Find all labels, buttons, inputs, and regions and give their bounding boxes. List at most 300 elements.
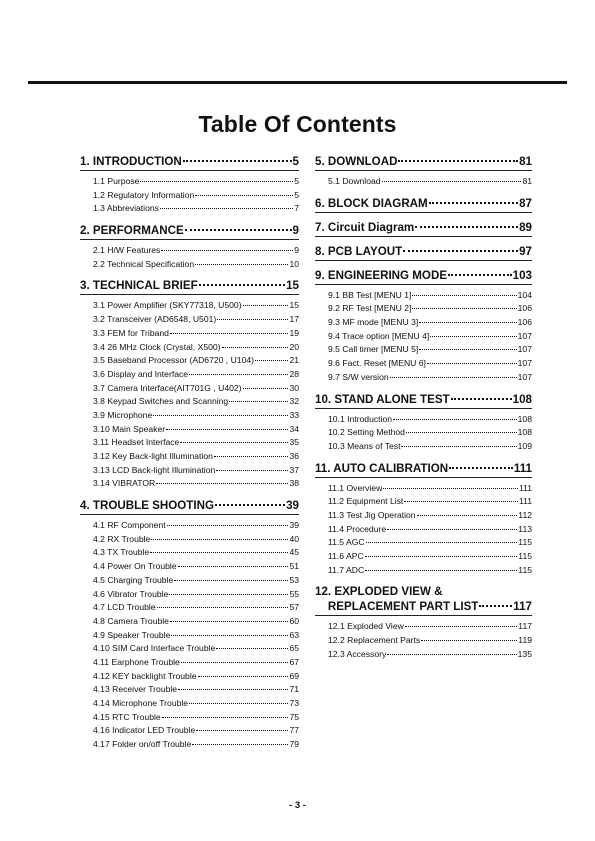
entry-label: 4.3 TX Trouble: [93, 547, 150, 558]
toc-entry[interactable]: [80, 354, 299, 368]
toc-entry[interactable]: [315, 536, 532, 550]
section-title: 1. INTRODUCTION: [80, 155, 182, 168]
toc-entry[interactable]: [80, 670, 299, 684]
section-page-number: 81: [519, 155, 532, 168]
entry-label: 3.12 Key Back-light Illumination: [93, 451, 213, 461]
dot-leader: [217, 319, 288, 320]
toc-entry[interactable]: [80, 588, 299, 602]
dot-leader: [382, 181, 522, 182]
entry-label: 10.2 Setting Method: [328, 427, 405, 438]
section-heading[interactable]: [80, 498, 299, 513]
entry-label: 9.5 Call timer [MENU 5]: [328, 344, 419, 355]
toc-entry[interactable]: [80, 202, 299, 216]
toc-entry[interactable]: [80, 258, 299, 272]
dot-leader: [167, 525, 289, 526]
entry-label: 1.3 Abbreviations: [93, 203, 159, 214]
section-heading[interactable]: [315, 268, 532, 283]
toc-section: [315, 392, 532, 454]
entry-page-number: 5: [294, 176, 299, 186]
toc-entry[interactable]: [80, 409, 299, 423]
dot-leader: [189, 374, 288, 375]
dot-leader: [180, 442, 288, 443]
entry-label: 3.8 Keypad Switches and Scanning: [93, 396, 229, 407]
toc-entry[interactable]: [315, 495, 532, 509]
section-title: 3. TECHNICAL BRIEF: [80, 279, 198, 293]
entry-label: 3.7 Camera Interface(AIT701G , U402): [93, 382, 242, 393]
entry-page-number: 109: [517, 440, 532, 451]
entry-label: 4.1 RF Component: [93, 520, 166, 531]
dot-leader: [229, 401, 288, 402]
toc-section: [315, 244, 532, 261]
dot-leader: [398, 160, 518, 162]
entry-page-number: 115: [518, 537, 532, 548]
entry-label: 12.2 Replacement Parts: [328, 635, 421, 646]
entry-label: 3.6 Display and Interface: [93, 368, 189, 379]
dot-leader: [178, 566, 289, 567]
dot-leader: [479, 605, 512, 607]
entry-page-number: 40: [289, 533, 299, 544]
toc-entry[interactable]: [315, 564, 532, 578]
toc-entry[interactable]: [315, 289, 532, 303]
section-underline: [315, 260, 532, 261]
section-heading[interactable]: 12. EXPLODED VIEW &: [315, 585, 443, 599]
toc-entry[interactable]: [80, 574, 299, 588]
entry-label: 4.11 Earphone Trouble: [93, 656, 180, 667]
entry-page-number: 106: [517, 317, 532, 328]
dot-leader: [393, 419, 517, 420]
dot-leader: [178, 689, 288, 690]
section-page-number: 103: [512, 268, 532, 282]
entry-page-number: 65: [289, 643, 299, 654]
toc-entry[interactable]: [315, 426, 532, 440]
entry-page-number: 73: [289, 698, 299, 708]
dot-leader: [185, 229, 292, 231]
entry-page-number: 135: [517, 648, 532, 659]
toc-entry[interactable]: [80, 436, 299, 450]
section-underline: [80, 239, 299, 240]
entry-label: 11.7 ADC: [328, 564, 365, 575]
entry-page-number: 77: [289, 725, 299, 736]
entry-label: 4.12 KEY backlight Trouble: [93, 670, 197, 681]
dot-leader: [403, 250, 518, 252]
entry-page-number: 75: [289, 711, 299, 722]
entry-label: 10.3 Means of Test: [328, 440, 401, 451]
dot-leader: [196, 730, 288, 731]
entry-label: 2.1 H/W Features: [93, 245, 161, 256]
toc-entry[interactable]: [80, 629, 299, 643]
section-page-number: 5: [292, 155, 299, 168]
section-heading[interactable]: [315, 196, 532, 211]
section-title: REPLACEMENT PART LIST: [315, 600, 479, 614]
entry-page-number: 32: [289, 396, 299, 407]
section-page-number: 39: [286, 499, 299, 513]
entry-label: 1.1 Purpose: [93, 176, 140, 186]
toc-entry[interactable]: [315, 413, 532, 427]
entry-label: 11.6 APC: [328, 551, 364, 561]
toc-entry[interactable]: [80, 313, 299, 327]
entry-page-number: 111: [518, 496, 532, 507]
dot-leader: [170, 621, 288, 622]
entry-label: 11.3 Test Jig Operation: [328, 509, 416, 520]
dot-leader: [451, 398, 512, 400]
dot-leader: [427, 363, 517, 364]
toc-left-column: [80, 154, 299, 759]
toc-entry[interactable]: [315, 509, 532, 523]
dot-leader: [383, 488, 518, 489]
dot-leader: [412, 308, 516, 309]
dot-leader: [166, 429, 288, 430]
toc-entry[interactable]: [80, 395, 299, 409]
dot-leader: [198, 676, 289, 677]
entry-page-number: 107: [517, 358, 532, 369]
toc-entry[interactable]: [80, 601, 299, 615]
section-page-number: 87: [519, 196, 532, 210]
entry-label: 11.2 Equipment List: [328, 496, 404, 507]
dot-leader: [415, 226, 518, 228]
dot-leader: [222, 347, 289, 348]
entry-page-number: 55: [289, 588, 299, 599]
dot-leader: [214, 456, 289, 457]
section-page-number: 97: [519, 244, 532, 258]
dot-leader: [390, 377, 517, 378]
entry-label: 3.4 26 MHz Clock (Crystal, X500): [93, 341, 221, 352]
entry-label: 4.13 Receiver Trouble: [93, 684, 178, 695]
entry-page-number: 111: [518, 482, 532, 493]
section-underline: [80, 170, 299, 171]
toc-entry[interactable]: [80, 738, 299, 752]
toc-entry[interactable]: [315, 523, 532, 537]
entry-label: 4.9 Speaker Trouble: [93, 629, 171, 640]
entry-page-number: 60: [289, 615, 299, 626]
entry-page-number: 108: [517, 413, 532, 424]
entry-label: 11.5 AGC: [328, 537, 365, 548]
entry-label: 3.14 VIBRATOR: [93, 478, 156, 489]
section-underline: [315, 236, 532, 237]
dot-leader: [430, 336, 516, 337]
toc-entry[interactable]: [315, 357, 532, 371]
entry-page-number: 107: [517, 344, 532, 355]
entry-label: 9.4 Trace option [MENU 4]: [328, 330, 430, 341]
toc-entry[interactable]: [315, 550, 532, 564]
entry-label: 4.6 Vibrator Trouble: [93, 588, 169, 599]
dot-leader: [401, 446, 516, 447]
dot-leader: [405, 626, 517, 627]
entry-page-number: 39: [289, 520, 299, 531]
dot-leader: [417, 515, 518, 516]
dot-leader: [140, 181, 293, 182]
toc-entry[interactable]: [80, 683, 299, 697]
toc-entry[interactable]: [80, 341, 299, 355]
dot-leader: [161, 250, 293, 251]
entry-label: 3.5 Baseband Processor (AD6720 , U104): [93, 355, 254, 366]
entry-page-number: 38: [289, 478, 299, 489]
dot-leader: [429, 202, 518, 204]
toc-section: [315, 196, 532, 213]
toc-section: [315, 461, 532, 578]
entry-page-number: 119: [518, 635, 532, 646]
page-number: - 3 -: [289, 800, 306, 811]
dot-leader: [199, 284, 285, 286]
toc-entry[interactable]: [80, 546, 299, 560]
dot-leader: [419, 349, 516, 350]
entry-page-number: 17: [289, 314, 299, 325]
dot-leader: [181, 662, 289, 663]
toc-entry[interactable]: [315, 302, 532, 316]
entry-page-number: 45: [289, 547, 299, 558]
toc-entry[interactable]: [80, 711, 299, 725]
toc-entry[interactable]: [80, 382, 299, 396]
dot-leader: [387, 654, 516, 655]
entry-page-number: 63: [289, 629, 299, 640]
entry-page-number: 30: [289, 382, 299, 393]
dot-leader: [215, 504, 285, 506]
section-heading[interactable]: [315, 461, 532, 476]
entry-label: 4.8 Camera Trouble: [93, 615, 169, 626]
entry-label: 4.17 Folder on/off Trouble: [93, 739, 192, 750]
dot-leader: [421, 640, 517, 641]
entry-label: 3.11 Headset Interface: [93, 437, 180, 448]
toc-section: [315, 584, 532, 661]
dot-leader: [151, 539, 288, 540]
entry-page-number: 51: [289, 561, 299, 572]
toc-entry[interactable]: [315, 330, 532, 344]
toc-entry[interactable]: [80, 299, 299, 313]
dot-leader: [419, 322, 516, 323]
section-title: 9. ENGINEERING MODE: [315, 268, 448, 282]
entry-label: 3.10 Main Speaker: [93, 423, 166, 434]
dot-leader: [171, 635, 288, 636]
entry-label: 2.2 Technical Specification: [93, 258, 195, 269]
toc-entry[interactable]: [315, 371, 532, 385]
entry-page-number: 21: [289, 355, 299, 366]
toc-entry[interactable]: [80, 560, 299, 574]
dot-leader: [153, 415, 288, 416]
section-page-number: 117: [513, 600, 532, 614]
section-page-number: 15: [286, 279, 299, 293]
toc-right-column: [315, 154, 532, 668]
entry-page-number: 7: [294, 203, 299, 214]
entry-page-number: 108: [517, 427, 532, 438]
toc-entry[interactable]: [315, 343, 532, 357]
entry-page-number: 115: [518, 551, 532, 561]
toc-entry[interactable]: [80, 327, 299, 341]
entry-label: 12.3 Accessory: [328, 648, 387, 659]
section-underline: [80, 294, 299, 295]
entry-page-number: 57: [289, 602, 299, 613]
entry-page-number: 20: [289, 341, 299, 352]
entry-label: 3.3 FEM for Triband: [93, 327, 169, 338]
entry-page-number: 104: [517, 289, 532, 300]
entry-label: 9.2 RF Test [MENU 2]: [328, 303, 412, 314]
toc-section: [80, 223, 299, 271]
entry-page-number: 10: [289, 258, 299, 269]
dot-leader: [404, 501, 518, 502]
entry-label: 4.4 Power On Trouble: [93, 561, 177, 572]
entry-page-number: 107: [517, 371, 532, 382]
toc-entry[interactable]: [80, 724, 299, 738]
dot-leader: [365, 556, 518, 557]
entry-page-number: 71: [289, 684, 299, 695]
toc-entry[interactable]: [80, 697, 299, 711]
section-heading[interactable]: [80, 278, 299, 293]
entry-label: 10.1 Introduction: [328, 413, 393, 424]
entry-label: 9.3 MF mode [MENU 3]: [328, 317, 419, 328]
entry-page-number: 67: [289, 656, 299, 667]
entry-label: 9.1 BB Test [MENU 1]: [328, 289, 412, 300]
entry-label: 4.10 SIM Card Interface Trouble: [93, 643, 216, 654]
dot-leader: [160, 208, 293, 209]
entry-page-number: 79: [289, 739, 299, 750]
entry-label: 4.16 Indicator LED Trouble: [93, 725, 196, 736]
toc-entry[interactable]: [80, 423, 299, 437]
dot-leader: [243, 388, 289, 389]
page-title: Table Of Contents: [198, 111, 397, 137]
section-title: 11. AUTO CALIBRATION: [315, 461, 449, 475]
dot-leader: [387, 529, 517, 530]
dot-leader: [366, 542, 518, 543]
toc-entry[interactable]: [315, 175, 532, 189]
dot-leader: [216, 470, 288, 471]
toc-entry[interactable]: [80, 519, 299, 533]
entry-page-number: 112: [518, 509, 532, 520]
dot-leader: [192, 744, 288, 745]
dot-leader: [255, 360, 288, 361]
entry-label: 3.13 LCD Back-light Illumination: [93, 464, 216, 475]
dot-leader: [448, 274, 512, 276]
section-underline: [315, 212, 532, 213]
entry-page-number: 28: [289, 368, 299, 379]
toc-section: [315, 268, 532, 385]
dot-leader: [195, 264, 288, 265]
dot-leader: [162, 717, 289, 718]
dot-leader: [365, 570, 517, 571]
entry-page-number: 81: [522, 176, 532, 186]
entry-label: 4.14 Microphone Trouble: [93, 698, 189, 708]
entry-page-number: 15: [289, 300, 299, 311]
top-rule: [28, 81, 567, 84]
dot-leader: [189, 703, 288, 704]
toc-entry[interactable]: [80, 189, 299, 203]
section-heading[interactable]: [315, 392, 532, 407]
entry-label: 4.2 RX Trouble: [93, 533, 151, 544]
entry-label: 11.1 Overview: [328, 482, 383, 493]
dot-leader: [150, 552, 288, 553]
section-title: 5. DOWNLOAD: [315, 155, 398, 168]
entry-page-number: 69: [289, 670, 299, 681]
entry-page-number: 113: [518, 523, 532, 534]
toc-section: [80, 278, 299, 491]
toc-entry[interactable]: [315, 634, 532, 648]
entry-page-number: 37: [289, 464, 299, 475]
entry-label: 5.1 Download: [328, 176, 381, 186]
dot-leader: [169, 594, 288, 595]
entry-label: 12.1 Exploded View: [328, 621, 404, 632]
dot-leader: [195, 195, 293, 196]
toc-entry[interactable]: [315, 316, 532, 330]
section-heading[interactable]: [80, 223, 299, 238]
toc-entry[interactable]: [80, 615, 299, 629]
entry-page-number: 34: [289, 423, 299, 434]
section-underline: [80, 514, 299, 515]
section-page-number: 111: [513, 461, 532, 475]
dot-leader: [406, 432, 517, 433]
toc-entry[interactable]: [80, 477, 299, 491]
entry-label: 3.2 Transceiver (AD6548, U501): [93, 314, 217, 325]
toc-section: [80, 154, 299, 216]
entry-label: 4.5 Charging Trouble: [93, 574, 174, 585]
section-title: 7. Circuit Diagram: [315, 220, 415, 234]
dot-leader: [156, 483, 288, 484]
entry-label: 9.6 Fact. Reset [MENU 6]: [328, 358, 426, 369]
section-underline: [315, 408, 532, 409]
section-heading[interactable]: [315, 220, 532, 235]
entry-label: 9.7 S/W version: [328, 371, 389, 382]
entry-label: 4.15 RTC Trouble: [93, 711, 161, 722]
entry-label: 11.4 Procedure: [328, 523, 387, 534]
toc-entry[interactable]: [80, 368, 299, 382]
entry-page-number: 9: [294, 245, 299, 256]
entry-page-number: 115: [518, 564, 532, 575]
toc-entry[interactable]: [80, 450, 299, 464]
section-page-number: 89: [519, 220, 532, 234]
toc-section: [315, 154, 532, 189]
entry-label: 3.9 Microphone: [93, 409, 153, 420]
section-heading-continued[interactable]: [315, 599, 532, 614]
dot-leader: [449, 467, 513, 469]
toc-entry[interactable]: [80, 464, 299, 478]
section-title: 2. PERFORMANCE: [80, 224, 184, 238]
section-heading[interactable]: [315, 154, 532, 169]
toc-entry[interactable]: [80, 533, 299, 547]
section-title: 4. TROUBLE SHOOTING: [80, 499, 214, 513]
section-page-number: 108: [512, 392, 532, 406]
dot-leader: [157, 607, 289, 608]
dot-leader: [170, 333, 288, 334]
entry-page-number: 53: [289, 574, 299, 585]
section-heading[interactable]: [80, 154, 299, 169]
toc-entry[interactable]: [80, 656, 299, 670]
section-underline: [315, 170, 532, 171]
entry-label: 3.1 Power Amplifier (SKY77318, U500): [93, 300, 242, 311]
entry-page-number: 19: [289, 327, 299, 338]
toc-entry[interactable]: [315, 620, 532, 634]
section-underline: [315, 284, 532, 285]
toc-entry[interactable]: [315, 648, 532, 662]
toc-entry[interactable]: [315, 440, 532, 454]
entry-page-number: 117: [518, 621, 532, 632]
section-title: 6. BLOCK DIAGRAM: [315, 196, 428, 210]
entry-label: 4.7 LCD Trouble: [93, 602, 156, 613]
toc-entry[interactable]: [80, 175, 299, 189]
entry-page-number: 35: [289, 437, 299, 448]
entry-page-number: 5: [294, 189, 299, 200]
section-page-number: 9: [292, 224, 299, 238]
dot-leader: [216, 648, 288, 649]
entry-page-number: 106: [517, 303, 532, 314]
toc-section: [315, 220, 532, 237]
dot-leader: [412, 295, 516, 296]
toc-entry[interactable]: [80, 244, 299, 258]
section-underline: [315, 615, 532, 616]
section-title: 10. STAND ALONE TEST: [315, 392, 450, 406]
toc-entry[interactable]: [315, 482, 532, 496]
section-heading[interactable]: [315, 244, 532, 259]
toc-section: [80, 498, 299, 752]
toc-entry[interactable]: [80, 642, 299, 656]
entry-page-number: 107: [517, 330, 532, 341]
entry-page-number: 36: [289, 451, 299, 461]
dot-leader: [183, 160, 292, 162]
